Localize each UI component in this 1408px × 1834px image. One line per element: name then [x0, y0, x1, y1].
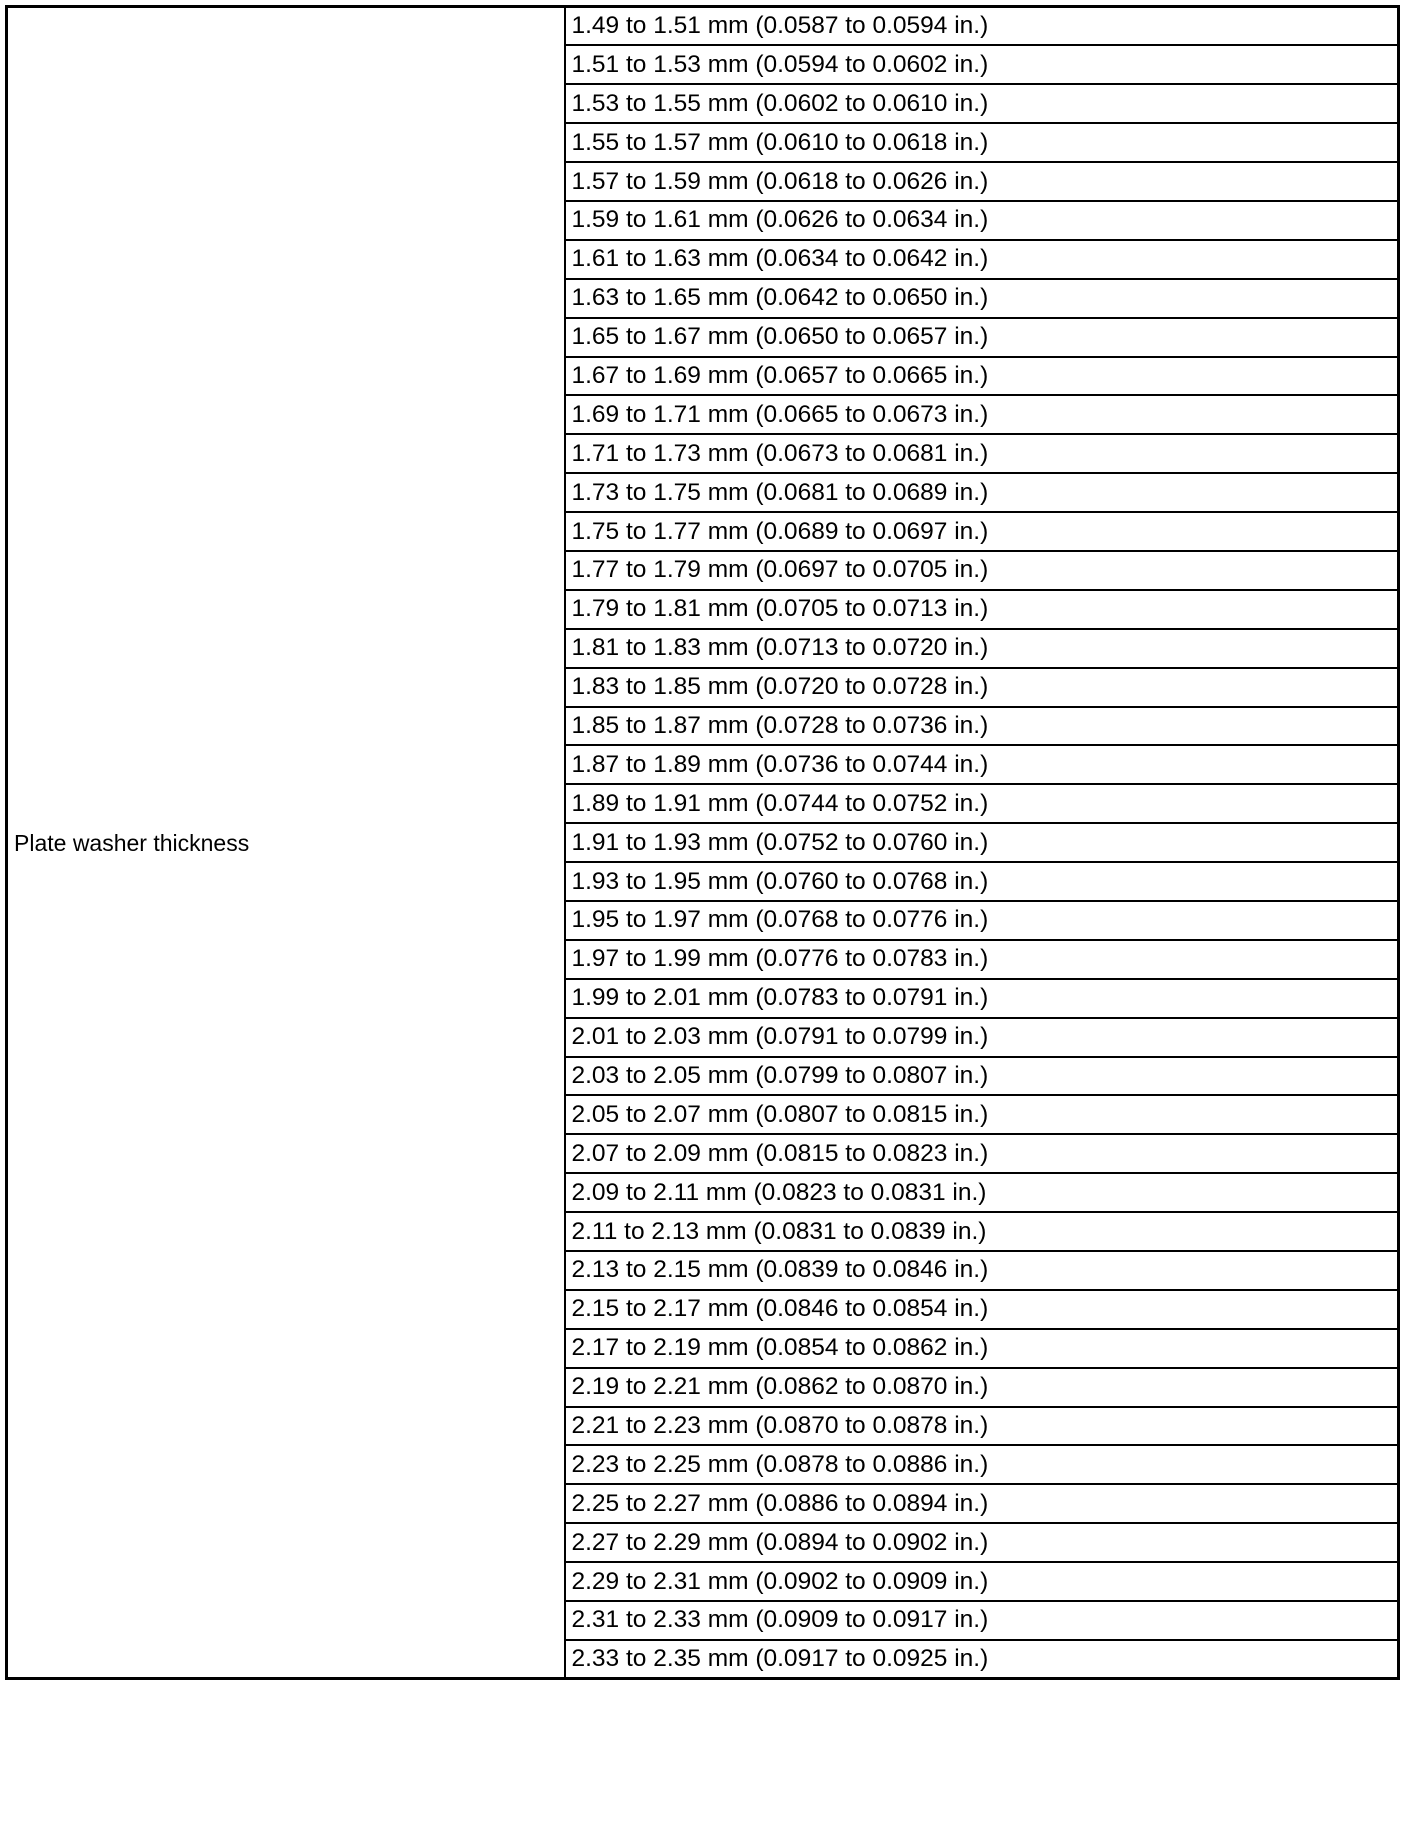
thickness-value: 2.23 to 2.25 mm (0.0878 to 0.0886 in.) — [565, 1445, 1399, 1484]
thickness-value: 1.57 to 1.59 mm (0.0618 to 0.0626 in.) — [565, 162, 1399, 201]
thickness-value: 1.93 to 1.95 mm (0.0760 to 0.0768 in.) — [565, 862, 1399, 901]
thickness-value: 1.61 to 1.63 mm (0.0634 to 0.0642 in.) — [565, 240, 1399, 279]
thickness-value: 1.89 to 1.91 mm (0.0744 to 0.0752 in.) — [565, 784, 1399, 823]
thickness-value: 1.63 to 1.65 mm (0.0642 to 0.0650 in.) — [565, 279, 1399, 318]
thickness-value: 2.05 to 2.07 mm (0.0807 to 0.0815 in.) — [565, 1095, 1399, 1134]
thickness-value: 2.29 to 2.31 mm (0.0902 to 0.0909 in.) — [565, 1562, 1399, 1601]
thickness-value: 1.51 to 1.53 mm (0.0594 to 0.0602 in.) — [565, 45, 1399, 84]
thickness-value: 1.65 to 1.67 mm (0.0650 to 0.0657 in.) — [565, 318, 1399, 357]
thickness-value: 1.95 to 1.97 mm (0.0768 to 0.0776 in.) — [565, 901, 1399, 940]
spec-label: Plate washer thickness — [7, 7, 565, 1679]
thickness-value: 1.91 to 1.93 mm (0.0752 to 0.0760 in.) — [565, 823, 1399, 862]
thickness-value: 2.13 to 2.15 mm (0.0839 to 0.0846 in.) — [565, 1251, 1399, 1290]
thickness-value: 1.97 to 1.99 mm (0.0776 to 0.0783 in.) — [565, 940, 1399, 979]
thickness-value: 1.59 to 1.61 mm (0.0626 to 0.0634 in.) — [565, 201, 1399, 240]
thickness-value: 1.69 to 1.71 mm (0.0665 to 0.0673 in.) — [565, 395, 1399, 434]
thickness-value: 2.31 to 2.33 mm (0.0909 to 0.0917 in.) — [565, 1601, 1399, 1640]
thickness-value: 1.67 to 1.69 mm (0.0657 to 0.0665 in.) — [565, 357, 1399, 396]
thickness-value: 2.15 to 2.17 mm (0.0846 to 0.0854 in.) — [565, 1290, 1399, 1329]
thickness-value: 1.83 to 1.85 mm (0.0720 to 0.0728 in.) — [565, 668, 1399, 707]
thickness-value: 2.01 to 2.03 mm (0.0791 to 0.0799 in.) — [565, 1018, 1399, 1057]
thickness-value: 1.87 to 1.89 mm (0.0736 to 0.0744 in.) — [565, 745, 1399, 784]
thickness-value: 1.55 to 1.57 mm (0.0610 to 0.0618 in.) — [565, 123, 1399, 162]
thickness-value: 2.17 to 2.19 mm (0.0854 to 0.0862 in.) — [565, 1329, 1399, 1368]
thickness-value: 1.77 to 1.79 mm (0.0697 to 0.0705 in.) — [565, 551, 1399, 590]
thickness-value: 1.99 to 2.01 mm (0.0783 to 0.0791 in.) — [565, 979, 1399, 1018]
plate-washer-thickness-table — [5, 5, 1400, 1680]
table-body — [7, 7, 1399, 1679]
table-row — [7, 7, 1399, 46]
thickness-value: 1.53 to 1.55 mm (0.0602 to 0.0610 in.) — [565, 84, 1399, 123]
thickness-value: 2.03 to 2.05 mm (0.0799 to 0.0807 in.) — [565, 1057, 1399, 1096]
thickness-value: 2.27 to 2.29 mm (0.0894 to 0.0902 in.) — [565, 1523, 1399, 1562]
thickness-value: 2.09 to 2.11 mm (0.0823 to 0.0831 in.) — [565, 1173, 1399, 1212]
thickness-value: 1.75 to 1.77 mm (0.0689 to 0.0697 in.) — [565, 512, 1399, 551]
thickness-value: 1.81 to 1.83 mm (0.0713 to 0.0720 in.) — [565, 629, 1399, 668]
thickness-value: 1.85 to 1.87 mm (0.0728 to 0.0736 in.) — [565, 707, 1399, 746]
thickness-value: 2.25 to 2.27 mm (0.0886 to 0.0894 in.) — [565, 1484, 1399, 1523]
thickness-value: 1.49 to 1.51 mm (0.0587 to 0.0594 in.) — [565, 7, 1399, 46]
thickness-value: 1.79 to 1.81 mm (0.0705 to 0.0713 in.) — [565, 590, 1399, 629]
thickness-value: 2.07 to 2.09 mm (0.0815 to 0.0823 in.) — [565, 1134, 1399, 1173]
thickness-value: 2.11 to 2.13 mm (0.0831 to 0.0839 in.) — [565, 1212, 1399, 1251]
thickness-value: 2.33 to 2.35 mm (0.0917 to 0.0925 in.) — [565, 1640, 1399, 1679]
thickness-value: 1.73 to 1.75 mm (0.0681 to 0.0689 in.) — [565, 473, 1399, 512]
thickness-value: 2.21 to 2.23 mm (0.0870 to 0.0878 in.) — [565, 1407, 1399, 1446]
thickness-value: 1.71 to 1.73 mm (0.0673 to 0.0681 in.) — [565, 434, 1399, 473]
thickness-value: 2.19 to 2.21 mm (0.0862 to 0.0870 in.) — [565, 1368, 1399, 1407]
